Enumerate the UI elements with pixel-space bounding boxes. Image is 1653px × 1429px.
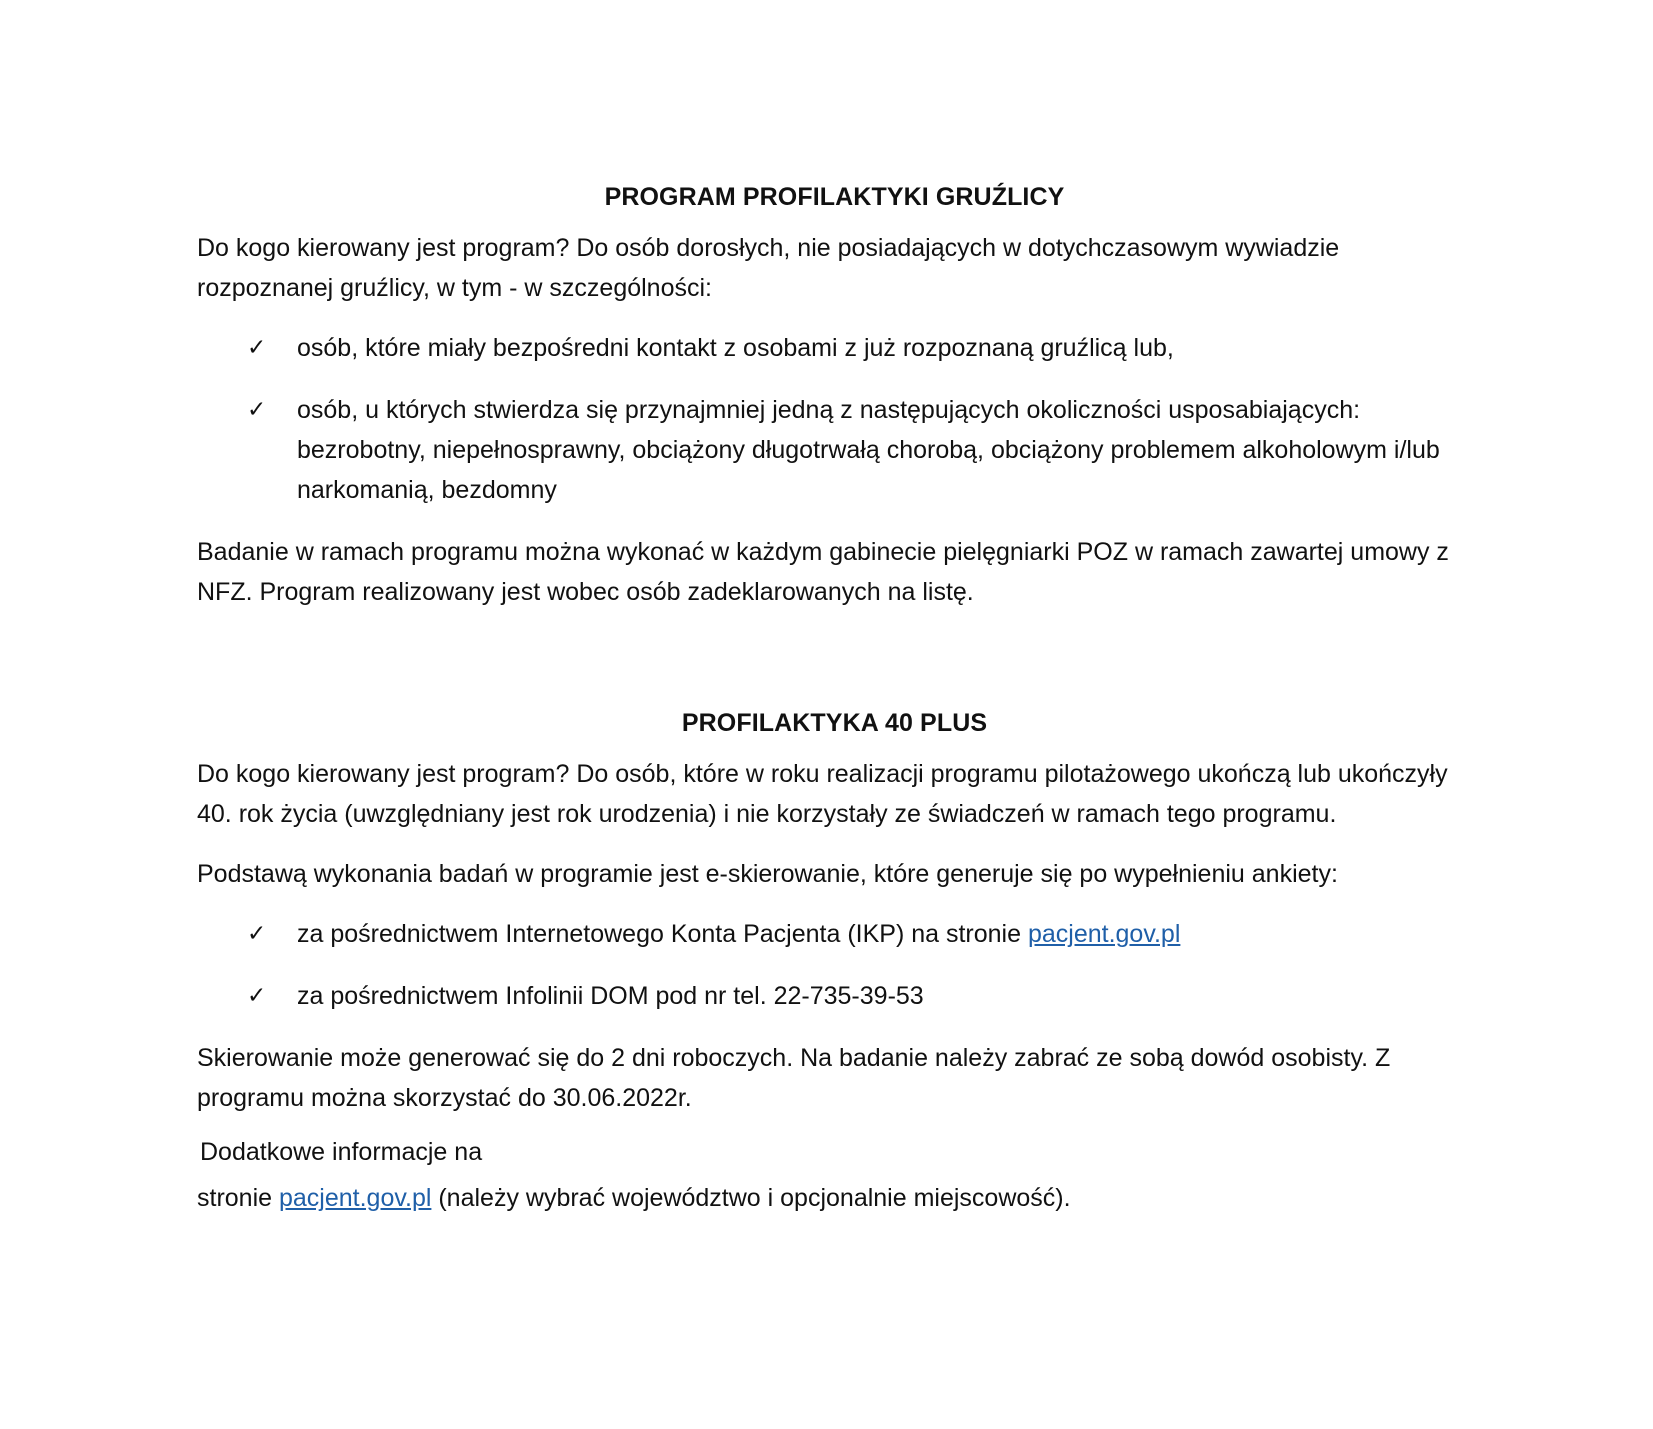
list-item-text: osób, u których stwierdza się przynajmniej jedną z następujących okoliczności usposabiających: bezrobotny, niepełnosprawny, obciążony długotrwałą chorobą, obciążony problemem alkoholowym i/lub narkomanią, bezdomny <box>297 396 1440 504</box>
checkmark-icon: ✓ <box>247 921 267 947</box>
forty-plus-intro: Do kogo kierowany jest program? Do osób, które w roku realizacji programu pilotażowego ukończą lub ukończyły 40. rok życia (uwzględniany jest rok urodzenia) i nie korzystały ze świadczeń w ramach tego programu. <box>197 760 1448 828</box>
list-item-text: za pośrednictwem Infolinii DOM pod nr tel. 22-735-39-53 <box>297 982 924 1010</box>
list-item <box>197 390 1472 510</box>
checkmark-icon: ✓ <box>247 397 267 423</box>
additional-info-link-line <box>197 1178 1472 1218</box>
list-item <box>197 328 1472 368</box>
list-item <box>197 914 1472 954</box>
tuberculosis-intro: Do kogo kierowany jest program? Do osób dorosłych, nie posiadających w dotychczasowym wywiadzie rozpoznanej gruźlicy, w tym - w szczególności: <box>197 234 1340 302</box>
tuberculosis-closing: Badanie w ramach programu można wykonać w każdym gabinecie pielęgniarki POZ w ramach zawartej umowy z NFZ. Program realizowany jest wobec osób zadeklarowanych na listę. <box>197 538 1449 606</box>
additional-info-suffix: (należy wybrać województwo i opcjonalnie miejscowość). <box>431 1184 1071 1212</box>
list-item <box>197 976 1472 1016</box>
list-item-text: osób, które miały bezpośredni kontakt z osobami z już rozpoznaną gruźlicą lub, <box>297 334 1174 362</box>
checkmark-icon: ✓ <box>247 335 267 361</box>
forty-plus-closing: Skierowanie może generować się do 2 dni roboczych. Na badanie należy zabrać ze sobą dowód osobisty. Z programu można skorzystać do 30.06.2022r. <box>197 1044 1391 1112</box>
additional-info-prefix: stronie <box>197 1184 279 1212</box>
checkmark-icon: ✓ <box>247 983 267 1009</box>
section-spacer <box>197 632 1472 706</box>
section-heading-40-plus: PROFILAKTYKA 40 PLUS <box>681 709 988 737</box>
forty-plus-basis: Podstawą wykonania badań w programie jest e-skierowanie, które generuje się po wypełnieniu ankiety: <box>197 860 1338 888</box>
referral-methods-list <box>197 914 1472 1016</box>
pacjent-gov-link-additional[interactable]: pacjent.gov.pl <box>278 1184 432 1212</box>
document-page <box>197 180 1472 1218</box>
additional-info-line: Dodatkowe informacje na <box>200 1138 483 1166</box>
section-heading-tuberculosis: PROGRAM PROFILAKTYKI GRUŹLICY <box>604 183 1065 211</box>
tuberculosis-criteria-list <box>197 328 1472 510</box>
list-item-text: za pośrednictwem Internetowego Konta Pacjenta (IKP) na stronie <box>297 920 1028 948</box>
pacjent-gov-link[interactable]: pacjent.gov.pl <box>1027 920 1181 948</box>
